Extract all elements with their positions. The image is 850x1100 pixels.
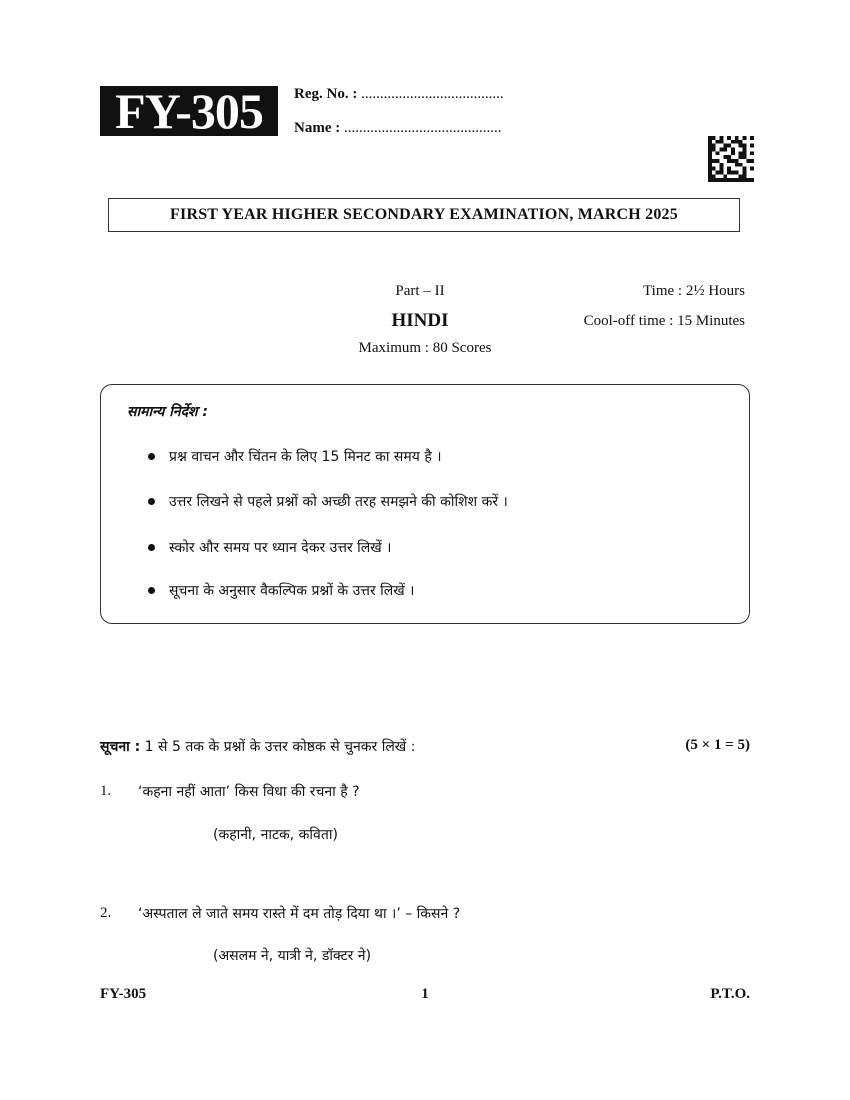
instruction-item bbox=[148, 538, 391, 557]
bullet-icon bbox=[148, 544, 155, 551]
reg-no-label: Reg. No. : bbox=[294, 86, 358, 102]
name-blank: .......................................... bbox=[343, 120, 502, 136]
instruction-text: स्कोर और समय पर ध्यान देकर उत्तर लिखें । bbox=[169, 540, 392, 556]
exam-title: FIRST YEAR HIGHER SECONDARY EXAMINATION, MARCH 2025 bbox=[108, 198, 740, 232]
bullet-icon bbox=[148, 498, 155, 505]
datamatrix-code-icon bbox=[708, 136, 754, 182]
instruction-text: सूचना के अनुसार वैकल्पिक प्रश्नों के उत्तर लिखें । bbox=[169, 583, 415, 599]
instruction-item bbox=[148, 447, 442, 466]
part-label: Part – II bbox=[395, 283, 445, 299]
question-options: (कहानी, नाटक, कविता) bbox=[213, 827, 338, 843]
reg-no-line bbox=[294, 86, 504, 103]
cool-off-time: Cool-off time : 15 Minutes bbox=[583, 313, 745, 329]
instruction-item bbox=[148, 492, 508, 511]
instruction-text: प्रश्न वाचन और चिंतन के लिए 15 मिनट का समय है । bbox=[169, 449, 442, 465]
page-number: 1 bbox=[421, 986, 429, 1002]
question-options: (असलम ने, यात्री ने, डॉक्टर ने) bbox=[213, 948, 372, 964]
instruction-item bbox=[148, 581, 414, 600]
question-text: ‘कहना नहीं आता’ किस विधा की रचना है ? bbox=[138, 784, 360, 800]
instruction-text: उत्तर लिखने से पहले प्रश्नों को अच्छी तरह समझने की कोशिश करें । bbox=[169, 494, 508, 510]
pto-label: P.T.O. bbox=[710, 986, 750, 1002]
section-marks: (5 × 1 = 5) bbox=[685, 737, 750, 753]
paper-code-badge: FY-305 bbox=[100, 86, 278, 136]
footer-paper-code: FY-305 bbox=[100, 986, 147, 1002]
instructions-heading: सामान्य निर्देश : bbox=[127, 404, 209, 420]
bullet-icon bbox=[148, 587, 155, 594]
max-score: Maximum : 80 Scores bbox=[358, 340, 492, 356]
section-note-text: 1 से 5 तक के प्रश्नों के उत्तर कोष्ठक से चुनकर लिखें : bbox=[140, 739, 416, 755]
question-number: 2. bbox=[100, 905, 112, 921]
name-label: Name : bbox=[294, 120, 341, 136]
name-line bbox=[294, 120, 501, 137]
section-note bbox=[100, 737, 750, 756]
question-number: 1. bbox=[100, 783, 112, 799]
bullet-icon bbox=[148, 453, 155, 460]
time-allowed: Time : 2½ Hours bbox=[643, 283, 745, 299]
section-note-label: सूचना : bbox=[100, 739, 141, 755]
question-text: ‘अस्पताल ले जाते समय रास्ते में दम तोड़ दिया था ।’ – किसने ? bbox=[138, 906, 461, 922]
subject-title: HINDI bbox=[391, 310, 449, 331]
reg-no-blank: ...................................... bbox=[361, 86, 504, 102]
